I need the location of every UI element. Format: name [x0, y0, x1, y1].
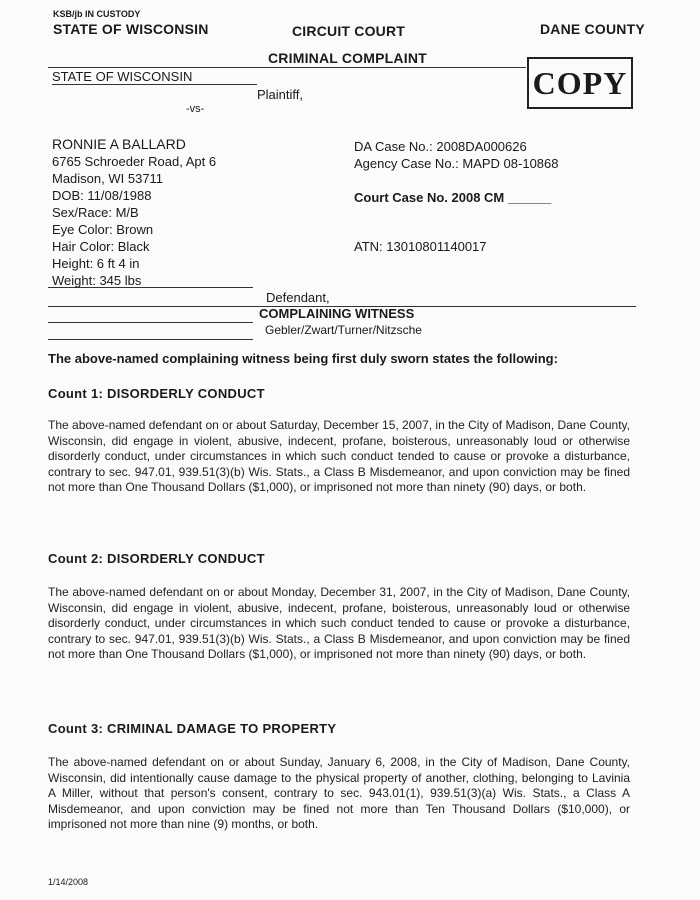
count-3-text: The above-named defendant on or about Sunday, January 6, 2008, in the City of Madison, Dane County, Wisconsin, did intentionally cause damage to the physical property of another, clothing, belonging to Lavinia A Miller, without that person's consent, contrary to sec. 943.01(1), 939.51(3)(a) Wis. Stats., a Class A Misdemeanor, and upon conviction may be fined not more than Ten Thousand Dollars ($10,000), or imprisoned not more than nine (9) months, or both.	[48, 755, 630, 831]
count-2-text: The above-named defendant on or about Monday, December 31, 2007, in the City of Madison, Dane County, Wisconsin, did engage in violent, abusive, indecent, profane, boisterous, unreasonably loud or otherwise disorderly conduct, under circumstances in which such conduct tended to cause or provoke a disturbance, contrary to sec. 947.01, 939.51(3)(b) Wis. Stats., a Class B Misdemeanor, and upon conviction may be fined not more than One Thousand Dollars ($1,000), or imprisoned not more than ninety (90) days, or both.	[48, 585, 630, 661]
footer-date: 1/14/2008	[48, 877, 89, 887]
defendant-dob: DOB: 11/08/1988	[52, 188, 152, 203]
count-2-title: Count 2: DISORDERLY CONDUCT	[48, 551, 265, 566]
header-court: CIRCUIT COURT	[292, 23, 406, 39]
copy-stamp-text: COPY	[532, 64, 628, 101]
defendant-info	[52, 136, 216, 289]
defendant-eye-color: Eye Color: Brown	[52, 222, 154, 237]
defendant-address2: Madison, WI 53711	[52, 171, 164, 186]
custody-tag: KSB/jb IN CUSTODY	[53, 9, 141, 19]
defendant-sex-race: Sex/Race: M/B	[52, 205, 139, 220]
defendant-hair-color: Hair Color: Black	[52, 239, 150, 254]
agency-case-number: Agency Case No.: MAPD 08-10868	[354, 156, 559, 171]
witness-names: Gebler/Zwart/Turner/Nitzsche	[265, 323, 422, 337]
versus-label: -vs-	[186, 103, 205, 115]
copy-stamp	[527, 57, 633, 109]
court-case-number: Court Case No. 2008 CM ______	[354, 190, 552, 205]
count-1-title: Count 1: DISORDERLY CONDUCT	[48, 386, 265, 401]
plaintiff-rule	[52, 84, 257, 85]
defendant-address1: 6765 Schroeder Road, Apt 6	[52, 154, 217, 169]
witness-rule-bottom	[48, 339, 253, 340]
witness-rule-left	[48, 322, 253, 323]
count-3-title: Count 3: CRIMINAL DAMAGE TO PROPERTY	[48, 721, 337, 736]
defendant-name: RONNIE A BALLARD	[52, 136, 186, 152]
defendant-weight: Weight: 345 lbs	[52, 273, 142, 288]
count-1-text: The above-named defendant on or about Saturday, December 15, 2007, in the City of Madison, Dane County, Wisconsin, did engage in violent, abusive, indecent, profane, boisterous, unreasonably loud or otherwise disorderly conduct, under circumstances in which such conduct tended to cause or provoke a disturbance, contrary to sec. 947.01, 939.51(3)(b) Wis. Stats., a Class B Misdemeanor, and upon conviction may be fined not more than One Thousand Dollars ($1,000), or imprisoned not more than ninety (90) days, or both.	[48, 418, 630, 494]
witness-title: COMPLAINING WITNESS	[259, 306, 415, 321]
defendant-rule-left	[48, 287, 253, 288]
document-title: CRIMINAL COMPLAINT	[268, 50, 427, 66]
plaintiff-label: Plaintiff,	[257, 87, 304, 102]
header-county: DANE COUNTY	[540, 21, 645, 37]
defendant-label: Defendant,	[266, 290, 330, 305]
defendant-height: Height: 6 ft 4 in	[52, 256, 140, 271]
atn-number: ATN: 13010801140017	[354, 239, 487, 254]
header-state: STATE OF WISCONSIN	[53, 21, 209, 37]
sworn-statement-intro: The above-named complaining witness being first duly sworn states the following:	[48, 351, 558, 366]
plaintiff-name: STATE OF WISCONSIN	[52, 69, 193, 84]
da-case-number: DA Case No.: 2008DA000626	[354, 139, 527, 154]
